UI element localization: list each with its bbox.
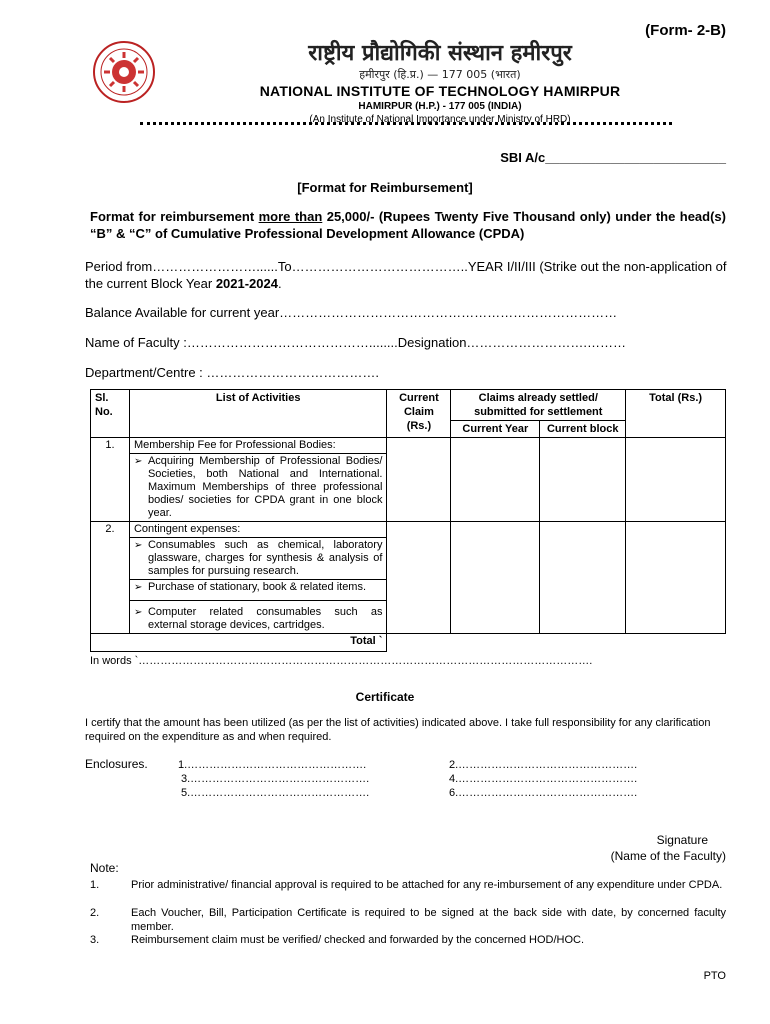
- note-number: 3.: [90, 934, 100, 946]
- header-activities: List of Activities: [129, 390, 387, 438]
- note-item: [90, 906, 726, 934]
- row-sl-empty: [91, 601, 130, 634]
- format-desc-part2: 25,000/- (Rupees Twenty Five Thousand only) under the head(s) “B” & “C” of Cumulative Professional Development Allowance (CPDA): [90, 209, 726, 241]
- cell-current-claim[interactable]: [387, 538, 451, 580]
- cell-total[interactable]: [626, 601, 726, 634]
- pto-label: PTO: [703, 970, 726, 982]
- cell-current-block[interactable]: [540, 454, 626, 522]
- row-heading: Membership Fee for Professional Bodies:: [129, 438, 387, 454]
- note-item: [90, 933, 726, 947]
- signature-name: (Name of the Faculty): [610, 849, 726, 863]
- form-code: (Form- 2-B): [645, 22, 726, 39]
- period-line2-suffix: .: [277, 276, 282, 291]
- institute-name-hindi: राष्ट्रीय प्रौद्योगिकी संस्थान हमीरपुर: [308, 41, 572, 66]
- total-blank: [387, 634, 451, 652]
- table-header-row: [91, 390, 726, 421]
- note-number: 2.: [90, 907, 100, 919]
- cell-total[interactable]: [626, 454, 726, 522]
- cell-current-block[interactable]: [540, 438, 626, 454]
- period-field: [85, 258, 727, 292]
- total-blank: [451, 634, 540, 652]
- table-row: [91, 438, 726, 454]
- cell-current-claim[interactable]: [387, 522, 451, 538]
- institute-address: HAMIRPUR (H.P.) - 177 005 (INDIA): [358, 101, 522, 112]
- note-label: Note:: [90, 861, 119, 875]
- institute-name: NATIONAL INSTITUTE OF TECHNOLOGY HAMIRPUR: [259, 83, 621, 99]
- bullet-text: ➢ Acquiring Membership of Professional Bodies/ Societies, both National and International. Maximum Memberships of three professional bodies/ societies for CPDA grant in one block year.: [134, 455, 383, 520]
- period-line2: [85, 275, 727, 292]
- cell-current-claim[interactable]: [387, 601, 451, 634]
- list-item: [129, 580, 387, 601]
- bullet-text: ➢ Computer related consumables such as external storage devices, cartridges.: [134, 606, 383, 632]
- period-line2-prefix: the current Block Year: [85, 276, 216, 291]
- cell-total[interactable]: [626, 538, 726, 580]
- format-desc-underlined: more than: [258, 209, 323, 224]
- cell-total[interactable]: [626, 438, 726, 454]
- header-total: Total (Rs.): [626, 390, 726, 438]
- format-title: [Format for Reimbursement]: [297, 180, 473, 195]
- total-blank: [540, 634, 626, 652]
- header-divider: [140, 122, 672, 125]
- cell-current-block[interactable]: [540, 538, 626, 580]
- table-row: [91, 580, 726, 601]
- certificate-title: Certificate: [355, 690, 415, 704]
- bullet-text: ➢ Consumables such as chemical, laboratory glassware, charges for synthesis & analysis of samples for pursuing research.: [134, 539, 383, 578]
- note-number: 1.: [90, 879, 100, 891]
- signature-label: Signature: [656, 833, 708, 847]
- institute-tagline: (An Institute of National Importance under Ministry of HRD): [309, 114, 571, 125]
- institute-logo-icon: [92, 40, 156, 104]
- list-item: [129, 538, 387, 580]
- certificate-text: I certify that the amount has been utilized (as per the list of activities) indicated above. I take full responsibility for any clarification required on the expenditure as and when required.: [85, 717, 711, 743]
- table-row: [91, 454, 726, 522]
- row-sl-empty: [91, 580, 130, 601]
- cell-current-year[interactable]: [451, 438, 540, 454]
- total-label: Total `: [91, 634, 387, 652]
- row-sl: 2.: [91, 522, 130, 538]
- cell-current-block[interactable]: [540, 580, 626, 601]
- note-item: [90, 878, 726, 892]
- cell-current-year[interactable]: [451, 601, 540, 634]
- enclosure-item: 2.………………………………………….: [449, 759, 638, 771]
- cell-current-claim[interactable]: [387, 454, 451, 522]
- balance-field: Balance Available for current year……………………………………………………………………: [85, 305, 618, 320]
- header-current-block: Current block: [540, 421, 626, 438]
- cell-current-claim[interactable]: [387, 580, 451, 601]
- block-year: 2021-2024: [215, 276, 278, 291]
- bullet-text: ➢ Purchase of stationary, book & related items.: [134, 581, 383, 594]
- department-field: Department/Centre : ………………………………….: [85, 365, 379, 380]
- activities-table: [90, 389, 726, 652]
- header-current-year: Current Year: [451, 421, 540, 438]
- note-text: Each Voucher, Bill, Participation Certificate is required to be signed at the back side with date, by concerned faculty member.: [131, 907, 726, 933]
- in-words-field: In words `…………………………………………………………………………………………………………….: [90, 655, 593, 667]
- table-row: [91, 538, 726, 580]
- cell-total[interactable]: [626, 580, 726, 601]
- table-total-row: [91, 634, 726, 652]
- cell-current-year[interactable]: [451, 454, 540, 522]
- row-sl-empty: [91, 454, 130, 522]
- enclosure-item: 5.………………………………………….: [181, 787, 370, 799]
- total-blank: [626, 634, 726, 652]
- cell-current-year[interactable]: [451, 522, 540, 538]
- enclosure-item: 3.………………………………………….: [181, 773, 370, 785]
- list-item: [129, 454, 387, 522]
- faculty-field: Name of Faculty :……………………………………........Designation……………………….………: [85, 335, 627, 350]
- row-sl: 1.: [91, 438, 130, 454]
- sbi-account-field: SBI A/c_________________________: [500, 150, 726, 165]
- header-current-claim: Current Claim (Rs.): [387, 390, 451, 438]
- header-sl: Sl. No.: [91, 390, 130, 438]
- note-text: Prior administrative/ financial approval is required to be attached for any re-imbursement of any expenditure under CPDA.: [131, 879, 723, 891]
- enclosure-item: 4.………………………………………….: [449, 773, 638, 785]
- list-item: [129, 601, 387, 634]
- enclosures-label: Enclosures.: [85, 757, 148, 771]
- cell-current-block[interactable]: [540, 601, 626, 634]
- format-description: [90, 208, 726, 242]
- row-heading: Contingent expenses:: [129, 522, 387, 538]
- signature-block: [611, 832, 726, 864]
- note-text: Reimbursement claim must be verified/ checked and forwarded by the concerned HOD/HOC.: [131, 934, 585, 946]
- row-sl-empty: [91, 538, 130, 580]
- table-row: [91, 522, 726, 538]
- period-line1: Period from……………………......To…………………………………..YEAR I/II/III (Strike out the non-application of: [85, 259, 727, 274]
- enclosure-item: 1.………………………………………….: [178, 759, 367, 771]
- cell-current-year[interactable]: [451, 580, 540, 601]
- header-claims-settled: Claims already settled/ submitted for settlement: [451, 390, 626, 421]
- institute-address-hindi: हमीरपुर (हि.प्र.) — 177 005 (भारत): [359, 68, 521, 81]
- enclosure-item: 6.………………………………………….: [449, 787, 638, 799]
- format-desc-part1: Format for reimbursement: [90, 209, 259, 224]
- cell-total[interactable]: [626, 522, 726, 538]
- institute-header: [160, 40, 720, 127]
- table-row: [91, 601, 726, 634]
- cell-current-year[interactable]: [451, 538, 540, 580]
- cell-current-block[interactable]: [540, 522, 626, 538]
- cell-current-claim[interactable]: [387, 438, 451, 454]
